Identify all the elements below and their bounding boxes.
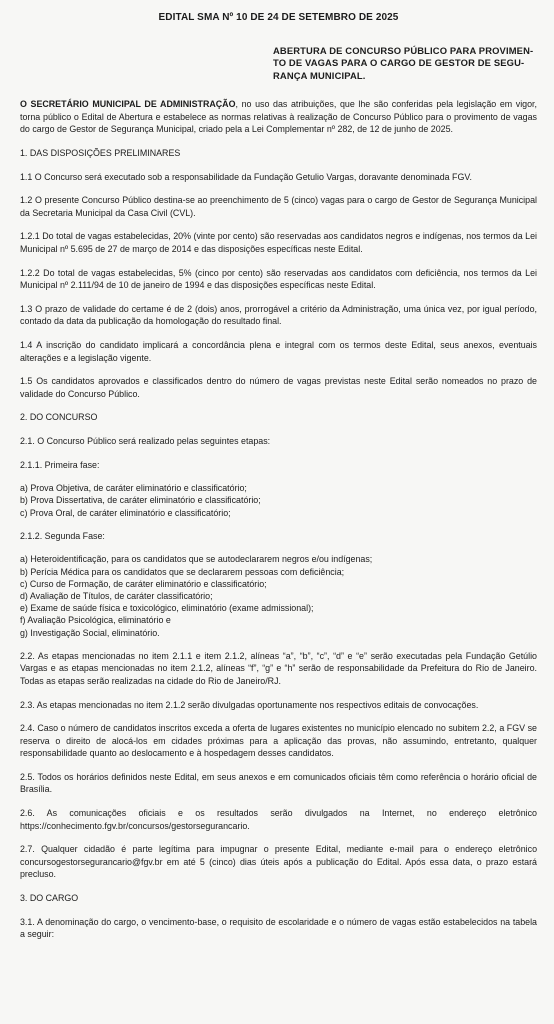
list-item: a) Heteroidentificação, para os candidatos que se autodeclararem negros e/ou indígenas;	[20, 554, 373, 565]
paragraph-3-1: 3.1. A denominação do cargo, o vencimento-base, o requisito de escolaridade e o número de vagas estão estabelecidos na tabela a seguir:	[20, 916, 537, 940]
paragraph-2-2: 2.2. As etapas mencionadas no item 2.1.1 e item 2.1.2, alíneas “a”, “b”, “c”, “d” e “e” serão executadas pela Fundação Getúlio Vargas e as etapas mencionadas no item 2.1.2, alíneas “f”, “g” e “h” serão de responsabilidade da Prefeitura do Rio de Janeiro. Todas as etapas serão realizadas na cidade do Rio de Janeiro/RJ.	[20, 650, 537, 686]
edital-subject	[273, 45, 537, 82]
intro-text: , no uso das atribuições, que lhe são conferidas pela legislação em vigor, torna público o Edital de Abertura e estabelece as normas relativas à realização de Concurso Público para o provimento de vagas do cargo de Gestor de Segurança Municipal, criado pela a Lei Complementar nº 282, de 12 de junho de 2025.	[20, 99, 537, 135]
fase1-list	[20, 482, 537, 519]
paragraph-2-4: 2.4. Caso o número de candidatos inscritos exceda a oferta de lugares existentes no município elencado no subitem 2.2, a FGV se reserva o direito de alocá-los em cidades próximas para a aplicação das provas, não assumindo, entretanto, qualquer responsabilidade quanto ao deslocamento e à hospedagem desses candidatos.	[20, 723, 537, 759]
list-item: g) Investigação Social, eliminatório.	[20, 627, 160, 638]
paragraph-1-2-1: 1.2.1 Do total de vagas estabelecidas, 20% (vinte por cento) são reservadas aos candidatos negros e indígenas, nos termos da Lei Municipal nº 5.695 de 27 de março de 2014 e das disposições específicas neste Edital.	[20, 231, 537, 254]
list-item: f) Avaliação Psicológica, eliminatório e	[20, 615, 171, 626]
section-heading-2: 2. DO CONCURSO	[20, 412, 98, 423]
section-heading-1: 1. DAS DISPOSIÇÕES PRELIMINARES	[20, 148, 181, 158]
subject-line-3: RANÇA MUNICIPAL.	[273, 69, 366, 81]
paragraph-2-5: 2.5. Todos os horários definidos neste Edital, em seus anexos e em comunicados oficiais têm como referência o horário oficial de Brasília.	[20, 771, 537, 795]
list-item: c) Prova Oral, de caráter eliminatório e classificatório;	[20, 507, 231, 518]
paragraph-1-2-2: 1.2.2 Do total de vagas estabelecidas, 5% (cinco por cento) são reservadas aos candidatos com deficiência, nos termos da Lei Municipal nº 2.111/94 de 10 de janeiro de 1994 e das disposições específicas neste Edital.	[20, 267, 537, 291]
paragraph-2-1-1: 2.1.1. Primeira fase:	[20, 459, 100, 470]
paragraph-2-7: 2.7. Qualquer cidadão é parte legítima para impugnar o presente Edital, mediante e-mail para o endereço eletrônico concursogestorsegurancario@fgv.br em até 5 (cinco) dias úteis após a publicação do Edital. Após essa data, o prazo estará precluso.	[20, 844, 537, 880]
fase2-list	[20, 553, 537, 638]
edital-title: EDITAL SMA Nº 10 DE 24 DE SETEMBRO DE 2025	[158, 12, 399, 23]
section-heading-3: 3. DO CARGO	[20, 893, 79, 904]
list-item: e) Exame de saúde física e toxicológico, eliminatório (exame admissional);	[20, 603, 314, 614]
list-item: b) Prova Dissertativa, de caráter eliminatório e classificatório;	[20, 495, 261, 506]
paragraph-2-1: 2.1. O Concurso Público será realizado pelas seguintes etapas:	[20, 435, 271, 446]
paragraph-1-3: 1.3 O prazo de validade do certame é de 2 (dois) anos, prorrogável a critério da Administração, uma única vez, por igual período, contado da data da publicação da homologação do resultado final.	[20, 303, 537, 327]
paragraph-2-1-2: 2.1.2. Segunda Fase:	[20, 530, 105, 541]
paragraph-2-6: 2.6. As comunicações oficiais e os resultados serão divulgados na Internet, no endereço eletrônico https://conhecimento.fgv.br/concursos/gestorsegurancario.	[20, 808, 537, 831]
subject-line-2: TO DE VAGAS PARA O CARGO DE GESTOR DE SEGU-	[273, 57, 525, 69]
list-item: d) Avaliação de Títulos, de caráter classificatório;	[20, 590, 213, 601]
intro-paragraph	[20, 98, 537, 136]
subject-line-1: ABERTURA DE CONCURSO PÚBLICO PARA PROVIMEN-	[273, 45, 534, 56]
intro-bold: O SECRETÁRIO MUNICIPAL DE ADMINISTRAÇÃO	[20, 99, 236, 110]
list-item: a) Prova Objetiva, de caráter eliminatório e classificatório;	[20, 483, 247, 494]
paragraph-1-2: 1.2 O presente Concurso Público destina-se ao preenchimento de 5 (cinco) vagas para o cargo de Gestor de Segurança Municipal da Secretaria Municipal da Casa Civil (CVL).	[20, 195, 537, 218]
paragraph-2-3: 2.3. As etapas mencionadas no item 2.1.2 serão divulgadas oportunamente nos respectivos editais de convocações.	[20, 699, 479, 710]
list-item: b) Perícia Médica para os candidatos que se declararem pessoas com deficiência;	[20, 566, 345, 577]
paragraph-1-1: 1.1 O Concurso será executado sob a responsabilidade da Fundação Getulio Vargas, doravante denominada FGV.	[20, 171, 472, 182]
list-item: c) Curso de Formação, de caráter eliminatório e classificatório;	[20, 578, 267, 589]
paragraph-1-5: 1.5 Os candidatos aprovados e classificados dentro do número de vagas previstas neste Edital serão nomeados no prazo de validade do Concurso Público.	[20, 376, 537, 399]
paragraph-1-4: 1.4 A inscrição do candidato implicará a concordância plena e integral com os termos deste Edital, seus anexos, eventuais alterações e a legislação vigente.	[20, 339, 537, 363]
